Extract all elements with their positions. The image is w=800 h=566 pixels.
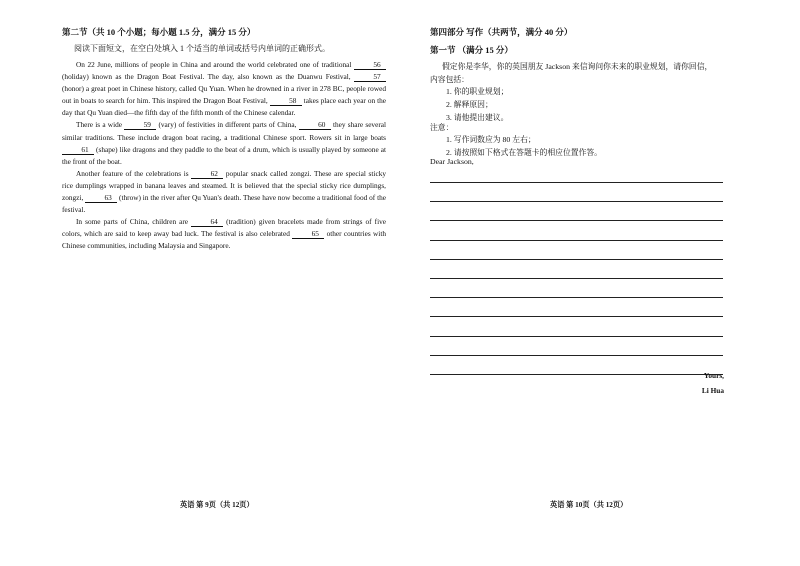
blank-64: 64 bbox=[191, 217, 223, 227]
writing-line bbox=[430, 201, 723, 202]
cloze-instruction: 阅读下面短文，在空白处填入 1 个适当的单词或括号内单词的正确形式。 bbox=[74, 44, 330, 53]
blank-57: 57 bbox=[354, 72, 386, 82]
passage-text: popular snack called zongzi. These are special sticky rice dumplings wrapped in banana leaves and steamed. It is believed that the special sticky rice dumplings, zongzi, bbox=[62, 168, 386, 203]
content-items bbox=[446, 85, 508, 124]
passage-text: (tradition) given bracelets made from strings of five colors, which are said to keep away bad luck. The festival is also celebrated bbox=[62, 217, 386, 239]
writing-line bbox=[430, 355, 723, 356]
passage-text: On 22 June, millions of people in China and around the world celebrated one of traditional bbox=[76, 60, 354, 69]
passage-text: takes place each year on the day that Qu Yuan died—the fifth day of the fifth month of the Chinese calendar. bbox=[62, 96, 386, 118]
page-footer-left: 英语 第 9页（共 12页） bbox=[180, 501, 254, 509]
content-label: 内容包括： bbox=[430, 75, 469, 84]
passage-paragraph bbox=[62, 119, 386, 167]
passage-text: (shape) like dragons and they paddle to the beat of a drum, which is usually played by someone at the front of the boat. bbox=[62, 144, 386, 166]
note-item: 1. 写作词数应为 80 左右； bbox=[446, 135, 536, 144]
blank-62: 62 bbox=[191, 169, 223, 179]
letter-closing bbox=[648, 368, 724, 398]
notes-items bbox=[446, 133, 602, 159]
passage-text: There is a wide bbox=[76, 120, 125, 130]
blank-59: 59 bbox=[124, 120, 156, 130]
blank-63: 63 bbox=[85, 193, 117, 203]
cloze-passage bbox=[62, 59, 386, 253]
page-footer-right: 英语 第 10页（共 12页） bbox=[550, 501, 628, 509]
passage-text: (holiday) known as the Dragon Boat Festival. The day, also known as the Duanwu Festival, bbox=[62, 72, 354, 82]
passage-text: (throw) in the river after Qu Yuan's death. These have now become a traditional food of the festival. bbox=[62, 193, 386, 215]
blank-58: 58 bbox=[270, 96, 302, 106]
blank-65: 65 bbox=[292, 229, 324, 239]
content-item: 1. 你的职业规划； bbox=[446, 87, 509, 96]
passage-text: (vary) of festivities in different parts of China, bbox=[156, 120, 299, 130]
writing-prompt: 假定你是李华，你的英国朋友 Jackson 来信询问你未来的职业规划，请你回信， bbox=[442, 62, 713, 71]
section-title: 第二节（共 10 个小题；每小题 1.5 分，满分 15 分） bbox=[62, 27, 256, 37]
passage-text: they share several similar traditions. These include dragon boat racing, a traditional Chinese sport. Rowers sit in large boats bbox=[62, 120, 387, 142]
writing-line bbox=[430, 336, 723, 337]
passage-paragraph bbox=[62, 168, 386, 216]
passage-text: In some parts of China, children are bbox=[76, 217, 192, 227]
salutation: Dear Jackson, bbox=[430, 157, 474, 166]
passage-paragraph bbox=[62, 216, 386, 252]
writing-line bbox=[430, 297, 723, 298]
signature-text: Li Hua bbox=[701, 386, 724, 395]
content-item: 2. 解释原因； bbox=[446, 100, 493, 109]
notes-label: 注意： bbox=[430, 123, 454, 132]
passage-text: (honor) a great poet in Chinese history, called Qu Yuan. When he drowned in a river in 278 BC, people rowed out in boats to search for him. This inspired the Dragon Boat Festival, bbox=[62, 84, 386, 106]
blank-56: 56 bbox=[354, 60, 386, 70]
passage-paragraph bbox=[62, 59, 386, 119]
note-item: 2. 请按照如下格式在答题卡的相应位置作答。 bbox=[446, 148, 602, 157]
writing-line bbox=[430, 259, 723, 260]
writing-line bbox=[430, 278, 723, 279]
section-title-writing: 第一节 （满分 15 分） bbox=[430, 45, 513, 55]
content-item: 3. 请他提出建议。 bbox=[446, 113, 509, 122]
writing-line bbox=[430, 316, 723, 317]
blank-61: 61 bbox=[62, 145, 94, 155]
passage-text: other countries with Chinese communities, including Malaysia and Singapore. bbox=[62, 229, 387, 251]
blank-60: 60 bbox=[299, 120, 331, 130]
passage-text: Another feature of the celebrations is bbox=[76, 168, 192, 178]
part-title: 第四部分 写作（共两节，满分 40 分） bbox=[430, 27, 573, 37]
writing-line bbox=[430, 240, 723, 241]
writing-line bbox=[430, 182, 723, 183]
writing-line bbox=[430, 220, 723, 221]
closing-text: Yours, bbox=[703, 371, 724, 380]
